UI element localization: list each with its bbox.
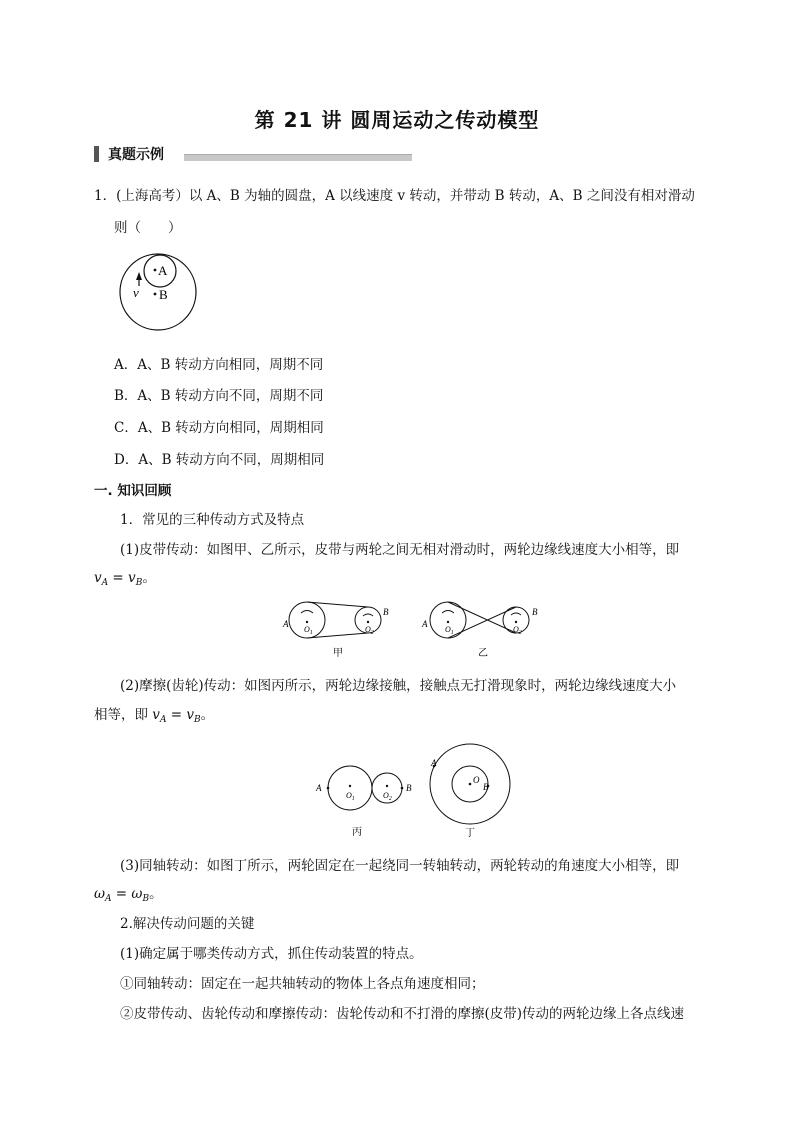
coaxial-text: (3)同轴转动：如图丁所示，两轮固定在一起绕同一转轴转动，两轮转动的角速度大小相等，即	[120, 858, 680, 874]
label-o2: $O_2$	[383, 791, 392, 802]
label-v: v	[133, 285, 139, 300]
rotation-arrow-icon	[363, 614, 373, 616]
label-a: A	[158, 263, 168, 278]
question-text-line2: 则（ ）	[114, 220, 182, 236]
label-b: B	[532, 607, 538, 617]
label-a: A	[431, 758, 437, 768]
rotation-arrow-icon	[442, 611, 454, 614]
key-a: ①同轴转动：固定在一起共轴转动的物体上各点角速度相同；	[120, 976, 485, 992]
label-b: B	[406, 783, 412, 793]
label-b: B	[159, 287, 168, 302]
label-a: A	[422, 619, 428, 629]
option-d: D．A、B 转动方向不同，周期相同	[114, 452, 325, 468]
label-b: B	[483, 782, 489, 792]
review-heading: 一. 知识回顾	[94, 483, 172, 499]
rotation-arrow-icon	[511, 613, 521, 615]
figure-yi	[418, 598, 548, 660]
item1-title: 1．常见的三种传动方式及特点	[120, 512, 305, 528]
belt-cross-1	[448, 602, 516, 633]
label-o1: $O_1$	[346, 791, 355, 802]
wheel-1	[328, 766, 372, 810]
label-o2: $O_2$	[365, 625, 374, 636]
caption-bing: 丙	[352, 827, 362, 838]
rotation-arrow-icon	[301, 611, 313, 614]
section-rule	[184, 154, 412, 161]
axis-b-dot	[154, 293, 157, 296]
key-b: ②皮带传动、齿轮传动和摩擦传动：齿轮传动和不打滑的摩擦(皮带)传动的两轮边缘上各点线速	[120, 1006, 685, 1022]
section-title: 真题示例	[108, 147, 164, 163]
page-title: 第 21 讲 圆周运动之传动模型	[254, 108, 540, 132]
label-a: A	[316, 783, 322, 793]
label-o: O	[473, 775, 480, 785]
friction-text: (2)摩擦(齿轮)传动：如图丙所示，两轮边缘接触，接触点无打滑现象时，两轮边缘线速度大小	[120, 678, 677, 694]
velocity-arrow-icon	[136, 272, 142, 280]
label-o1: $O_1$	[304, 625, 313, 636]
figure-jia	[280, 598, 400, 660]
key-1: (1)确定属于哪类传动方式，抓住传动装置的特点。	[120, 946, 423, 962]
label-o2: $O_2$	[513, 625, 522, 636]
caption-jia: 甲	[333, 648, 343, 659]
caption-yi: 乙	[478, 648, 488, 659]
friction-formula: 相等，即 $v_A = v_B$。	[94, 707, 215, 725]
belt-formula: $v_A = v_B$。	[94, 570, 156, 588]
item2-title: 2.解决传动问题的关键	[120, 916, 255, 932]
question-text-line1: 1．(上海高考）以 A、B 为轴的圆盘，A 以线速度 v 转动，并带动 B 转动，A、B 之间没有相对滑动	[94, 188, 695, 204]
caption-ding: 丁	[465, 828, 475, 839]
label-b: B	[383, 607, 389, 617]
disc-figure	[110, 244, 210, 344]
figure-ding	[420, 736, 530, 840]
label-a: A	[283, 619, 289, 629]
coaxial-formula: $\omega_A = \omega_B$。	[94, 886, 163, 904]
option-b: B．A、B 转动方向不同，周期不同	[114, 388, 324, 404]
option-c: C．A、B 转动方向相同，周期相同	[114, 420, 324, 436]
label-o1: $O_1$	[445, 625, 454, 636]
belt-text: (1)皮带传动：如图甲、乙所示，皮带与两轮之间无相对滑动时，两轮边缘线速度大小相等，即	[120, 542, 680, 558]
figure-bing	[312, 760, 422, 840]
option-a: A．A、B 转动方向相同，周期不同	[114, 357, 324, 373]
belt-cross-2	[448, 607, 516, 638]
section-marker	[94, 146, 99, 162]
axis-a-dot	[154, 269, 157, 272]
